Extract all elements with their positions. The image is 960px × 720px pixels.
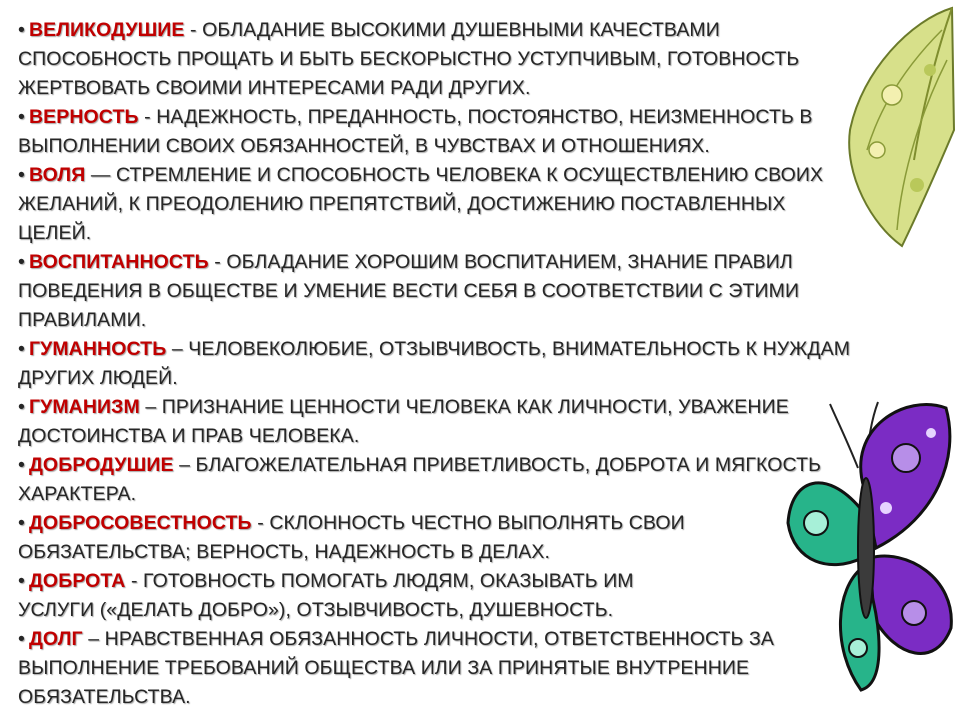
bullet-icon: • [18,628,25,650]
definition-text: — СТРЕМЛЕНИЕ И СПОСОБНОСТЬ ЧЕЛОВЕКА К ОСУЩЕСТВЛЕНИЮ СВОИХ [90,164,824,186]
definition-line: ВЫПОЛНЕНИЕ ТРЕБОВАНИЙ ОБЩЕСТВА ИЛИ ЗА ПРИНЯТЫЕ ВНУТРЕННИЕ [18,657,750,679]
definition-line: ЖЕРТВОВАТЬ СВОИМИ ИНТЕРЕСАМИ РАДИ ДРУГИХ. [18,77,531,99]
definition-text: – БЛАГОЖЕЛАТЕЛЬНАЯ ПРИВЕТЛИВОСТЬ, ДОБРОТА И МЯГКОСТЬ [179,454,821,476]
bullet-icon: • [18,164,25,186]
bullet-icon: • [18,396,25,418]
term: ГУМАННОСТЬ [28,338,167,360]
term: ВЕРНОСТЬ [28,106,139,128]
term: ДОЛГ [28,628,83,650]
definition-entry [18,509,898,567]
term: ДОБРОДУШИЕ [28,454,174,476]
definition-entry [18,16,898,103]
bullet-icon: • [18,106,25,128]
definition-text: - ГОТОВНОСТЬ ПОМОГАТЬ ЛЮДЯМ, ОКАЗЫВАТЬ ИМ [130,570,634,592]
yellow-butterfly-icon [842,0,960,250]
definition-line: ХАРАКТЕРА. [18,483,137,505]
definition-first-line [18,509,898,538]
term: ГУМАНИЗМ [28,396,140,418]
definition-first-line [18,248,898,277]
purple-butterfly-icon [786,398,960,698]
definition-text: - НАДЕЖНОСТЬ, ПРЕДАННОСТЬ, ПОСТОЯНСТВО, НЕИЗМЕННОСТЬ В [144,106,813,128]
term: ВЕЛИКОДУШИЕ [28,19,185,41]
definition-first-line [18,103,898,132]
definition-line: УСЛУГИ («ДЕЛАТЬ ДОБРО»), ОТЗЫВЧИВОСТЬ, ДУШЕВНОСТЬ. [18,599,614,621]
definition-first-line [18,161,898,190]
term: ДОБРОТА [28,570,126,592]
definition-text: - СКЛОННОСТЬ ЧЕСТНО ВЫПОЛНЯТЬ СВОИ [257,512,685,534]
term: ДОБРОСОВЕСТНОСТЬ [28,512,252,534]
bullet-icon: • [18,454,25,476]
definition-text: - ОБЛАДАНИЕ ХОРОШИМ ВОСПИТАНИЕМ, ЗНАНИЕ ПРАВИЛ [214,251,793,273]
definition-text: – НРАВСТВЕННАЯ ОБЯЗАННОСТЬ ЛИЧНОСТИ, ОТВЕТСТВЕННОСТЬ ЗА [88,628,774,650]
definition-first-line [18,451,898,480]
definition-entry [18,567,898,625]
bullet-icon: • [18,338,25,360]
definition-first-line [18,335,898,364]
definition-line: ЦЕЛЕЙ. [18,222,92,244]
definition-list [18,16,898,712]
definition-line: ДОСТОИНСТВА И ПРАВ ЧЕЛОВЕКА. [18,425,360,447]
definition-line: ЖЕЛАНИЙ, К ПРЕОДОЛЕНИЮ ПРЕПЯТСТВИЙ, ДОСТИЖЕНИЮ ПОСТАВЛЕННЫХ [18,193,786,215]
definition-text: – ПРИЗНАНИЕ ЦЕННОСТИ ЧЕЛОВЕКА КАК ЛИЧНОСТИ, УВАЖЕНИЕ [145,396,789,418]
definition-entry [18,248,898,335]
definition-entry [18,103,898,161]
term: ВОСПИТАННОСТЬ [28,251,209,273]
definition-line: ДРУГИХ ЛЮДЕЙ. [18,367,178,389]
definition-line: СПОСОБНОСТЬ ПРОЩАТЬ И БЫТЬ БЕСКОРЫСТНО УСТУПЧИВЫМ, ГОТОВНОСТЬ [18,48,800,70]
definition-first-line [18,625,898,654]
definition-first-line [18,16,898,45]
term: ВОЛЯ [28,164,86,186]
definition-entry [18,335,898,393]
definition-first-line [18,393,898,422]
definition-line: ОБЯЗАТЕЛЬСТВА. [18,686,191,708]
definition-line: ПРАВИЛАМИ. [18,309,147,331]
bullet-icon: • [18,512,25,534]
definition-entry [18,393,898,451]
definition-line: ОБЯЗАТЕЛЬСТВА; ВЕРНОСТЬ, НАДЕЖНОСТЬ В ДЕЛАХ. [18,541,550,563]
definition-line: ПОВЕДЕНИЯ В ОБЩЕСТВЕ И УМЕНИЕ ВЕСТИ СЕБЯ В СООТВЕТСТВИИ С ЭТИМИ [18,280,800,302]
definition-entry [18,625,898,712]
bullet-icon: • [18,19,25,41]
bullet-icon: • [18,570,25,592]
definition-entry [18,451,898,509]
definition-first-line [18,567,898,596]
definition-entry [18,161,898,248]
definition-text: – ЧЕЛОВЕКОЛЮБИЕ, ОТЗЫВЧИВОСТЬ, ВНИМАТЕЛЬНОСТЬ К НУЖДАМ [171,338,851,360]
bullet-icon: • [18,251,25,273]
definition-line: ВЫПОЛНЕНИИ СВОИХ ОБЯЗАННОСТЕЙ, В ЧУВСТВАХ И ОТНОШЕНИЯХ. [18,135,710,157]
definition-text: - ОБЛАДАНИЕ ВЫСОКИМИ ДУШЕВНЫМИ КАЧЕСТВАМИ [190,19,720,41]
